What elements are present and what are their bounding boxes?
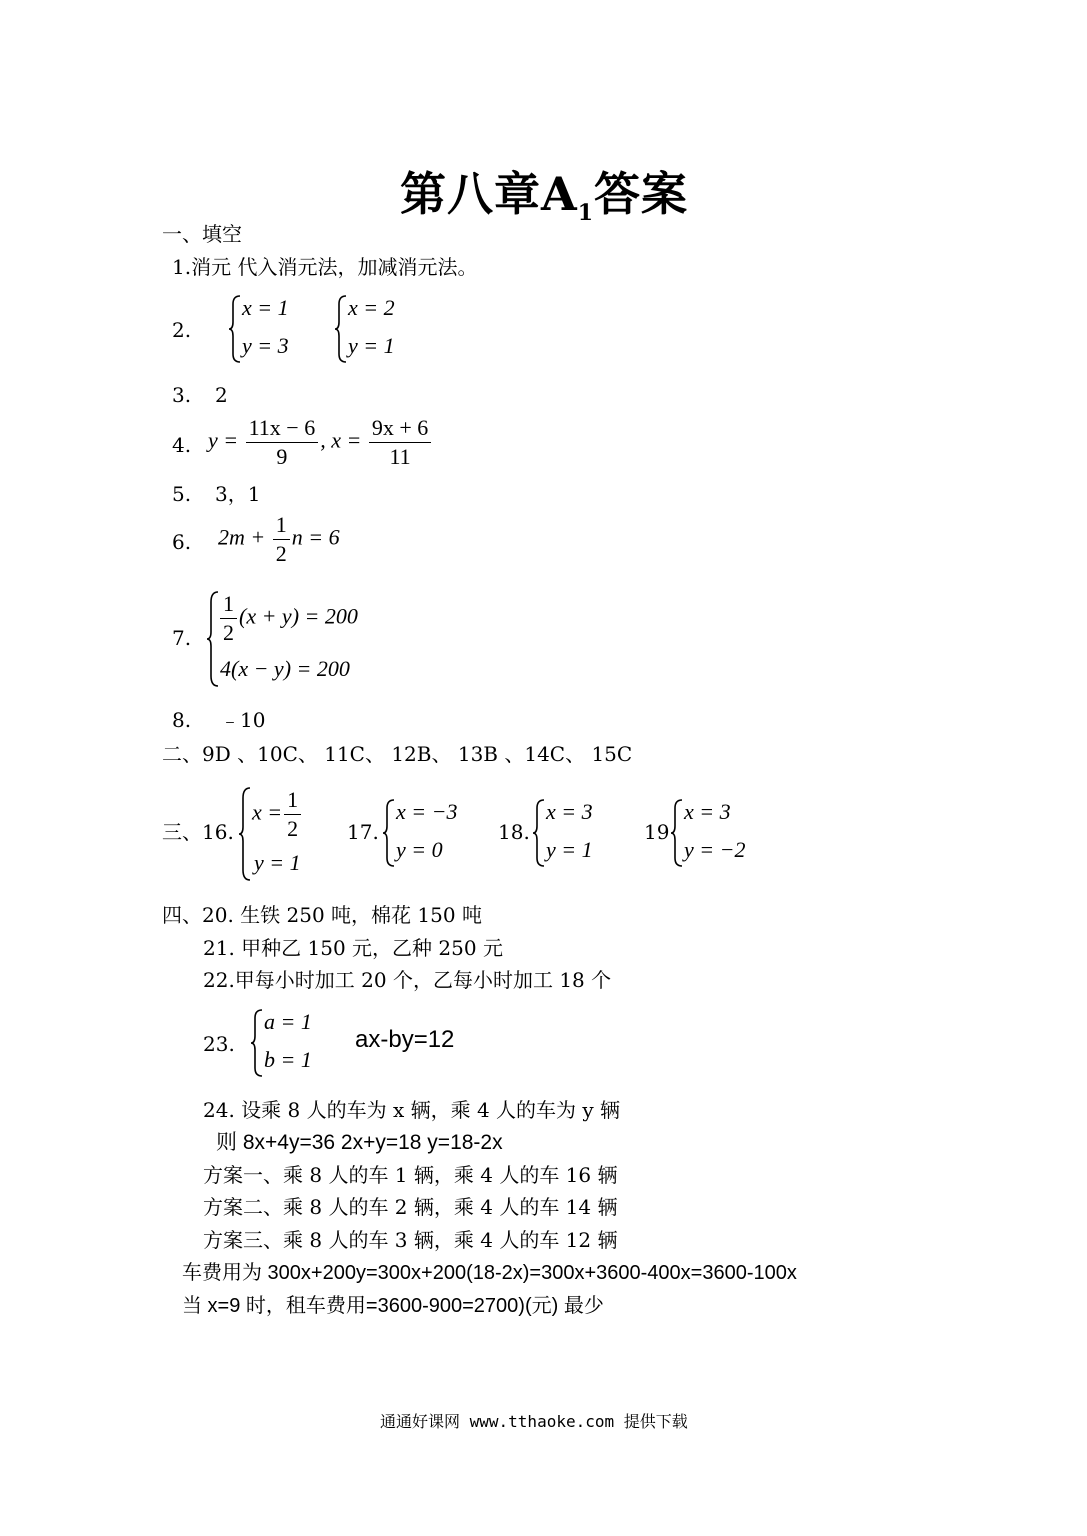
brace-icon [532,798,546,868]
answer-23-extra: ax-by=12 [355,1026,455,1053]
answer-16-system: x = $\frac{1}{2}$ y = 1 [238,786,328,882]
answer-17-label: 17. [347,820,379,844]
answer-23-system: a = 1 b = 1 [250,1008,330,1078]
answer-18-system: x = 3 y = 1 [532,798,612,868]
answer-5-value: 3，1 [215,482,261,506]
answer-6-formula: 2m + $\frac{1}{2}$ n = 6 [218,512,340,566]
answer-24: 24. 设乘 8 人的车为 x 辆，乘 4 人的车为 y 辆 [203,1098,621,1122]
answer-20: 四、20. 生铁 250 吨，棉花 150 吨 [162,903,482,927]
section-heading-fill-blank: 一、填空 [162,222,242,246]
answer-19-label: 19 [644,820,670,844]
plan-2: 方案二、乘 8 人的车 2 辆，乘 4 人的车 14 辆 [203,1195,618,1219]
answer-8-label: 8. [172,708,192,732]
answer-24-equations: 则 8x+4y=36 2x+y=18 y=18-2x [216,1131,503,1154]
answer-18-label: 18. [498,820,530,844]
answer-4-formula: y = $\frac{11x - 6}{9}$ , x = $\frac{9x + 6}{11}$ [208,414,433,471]
brace-icon [382,798,396,868]
brace-icon [670,798,684,868]
answer-3-value: 2 [215,383,228,407]
answer-2-system-1: x = 1 y = 3 [228,294,308,364]
brace-icon [250,1008,264,1078]
answer-7-label: 7. [172,626,192,650]
brace-icon [334,294,348,364]
answer-4-label: 4. [172,433,192,457]
answer-2-system-2: x = 2 y = 1 [334,294,414,364]
answer-16-label: 三、16. [162,820,234,844]
answer-17-system: x = −3 y = 0 [382,798,472,868]
answer-22: 22.甲每小时加工 20 个，乙每小时加工 18 个 [203,968,612,992]
answer-19-system: x = 3 y = −2 [670,798,760,868]
section-2-choices: 二、9D 、10C、 11C、 12B、 13B 、14C、 15C [162,742,633,766]
answer-8-value: ﹣10 [220,708,266,732]
answer-5-label: 5. [172,482,192,506]
brace-icon [228,294,242,364]
plan-1: 方案一、乘 8 人的车 1 辆，乘 4 人的车 16 辆 [203,1163,618,1187]
cost-expression: 车费用为 300x+200y=300x+200(18-2x)=300x+3600-400x=3600-100x [182,1262,797,1284]
answer-1: 1.消元 代入消元法，加减消元法。 [172,255,478,279]
page-title: 第八章$A_1$答案 [400,167,689,227]
least-cost: 当 x=9 时，租车费用=3600-900=2700)(元) 最少 [182,1295,604,1317]
plan-3: 方案三、乘 8 人的车 3 辆，乘 4 人的车 12 辆 [203,1228,618,1252]
answer-23-label: 23. [203,1032,235,1056]
answer-21: 21. 甲种乙 150 元，乙种 250 元 [203,936,503,960]
answer-7-system: $\frac{1}{2}$ (x + y) = 200 4(x − y) = 200 [206,590,386,688]
footer-credit: 通通好课网 www.tthaoke.com 提供下载 [380,1412,688,1431]
answer-6-label: 6. [172,530,192,554]
brace-icon [238,786,252,882]
answer-3-label: 3. [172,383,192,407]
answer-2-label: 2. [172,318,192,342]
